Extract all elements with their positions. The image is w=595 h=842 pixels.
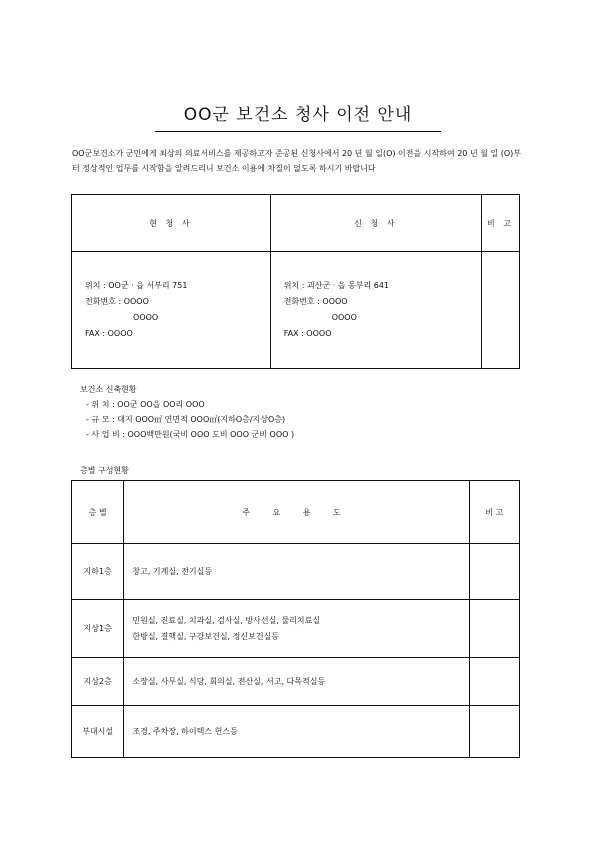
floor-use-line1: 소장실, 사무실, 식당, 회의실, 전산실, 서고, 다목적실등 [132, 676, 326, 686]
floor-use [124, 600, 469, 658]
new-address: 위치 : 괴산군 · 읍 동부리 641 [283, 281, 390, 290]
floor-use-line1: 창고, 기계실, 전기실등 [132, 566, 213, 576]
note-cell [481, 252, 519, 369]
office-comparison-table [71, 194, 520, 369]
new-fax: FAX : OOOO [283, 329, 332, 338]
construction-scale: - 규 모 : 대지 OOO㎡ 연면적 OOO㎡(지하O층/지상O층) [86, 415, 286, 424]
floor-note [469, 600, 519, 658]
floor-use-line1: 조경, 주차장, 하이텍스 헌스등 [132, 726, 238, 736]
construction-location: - 위 치 : OO군 OO읍 OO리 OOO [86, 400, 205, 409]
floor-name: 지상1층 [72, 600, 124, 658]
current-phone: 전화번호 : OOOO [85, 297, 149, 306]
current-fax: FAX : OOOO [85, 329, 133, 338]
floor-use [124, 544, 469, 600]
construction-budget: - 사 업 비 : OOO백만원(국비 OOO 도비 OOO 군비 OOO ) [86, 430, 295, 439]
new-phone: 전화번호 : OOOO [283, 297, 348, 306]
construction-section [80, 382, 294, 442]
floor-use [124, 706, 469, 758]
floor-name: 지하1층 [72, 544, 124, 600]
current-office-info [72, 252, 271, 369]
current-address: 위치 : OO군 · 읍 서부리 751 [85, 281, 188, 290]
page-title: OO군 보건소 청사 이전 안내 [155, 100, 441, 132]
floor-name: 부대시설 [72, 706, 124, 758]
current-phone2: OOOO [133, 313, 159, 322]
new-phone2: OOOO [331, 313, 357, 322]
floor-note [469, 544, 519, 600]
floor-name: 지상2층 [72, 658, 124, 706]
floor-use-line1: 민원실, 진료실, 치과실, 검사실, 방사선실, 물리치료실 [132, 615, 321, 625]
floor-note [469, 706, 519, 758]
floor-table [71, 480, 520, 758]
header-floor-note: 비 고 [469, 481, 519, 544]
floor-use-line2: 한방실, 결핵실, 구강보건실, 정신보건실등 [132, 631, 280, 641]
floor-note [469, 658, 519, 706]
header-note: 비 고 [481, 195, 519, 252]
header-current-office: 현 청 사 [72, 195, 271, 252]
construction-heading: 보건소 신축현황 [80, 385, 137, 394]
header-main-use: 주 요 용 도 [124, 481, 469, 544]
intro-paragraph: OO군보건소가 군민에게 최상의 의료서비스를 제공하고자 준공된 신청사에서 20 년 월 일(O) 이전을 시작하여 20 년 월 일 (O)부터 정상적인 업무를 시작함을 알려드리니 보건소 이용에 차질이 없도록 하시기 바랍니다 [72, 149, 522, 173]
floors-heading: 층별 구성현황 [80, 466, 129, 475]
floor-use [124, 658, 469, 706]
header-floor: 층 별 [72, 481, 124, 544]
new-office-info [270, 252, 481, 369]
header-new-office: 신 청 사 [270, 195, 481, 252]
